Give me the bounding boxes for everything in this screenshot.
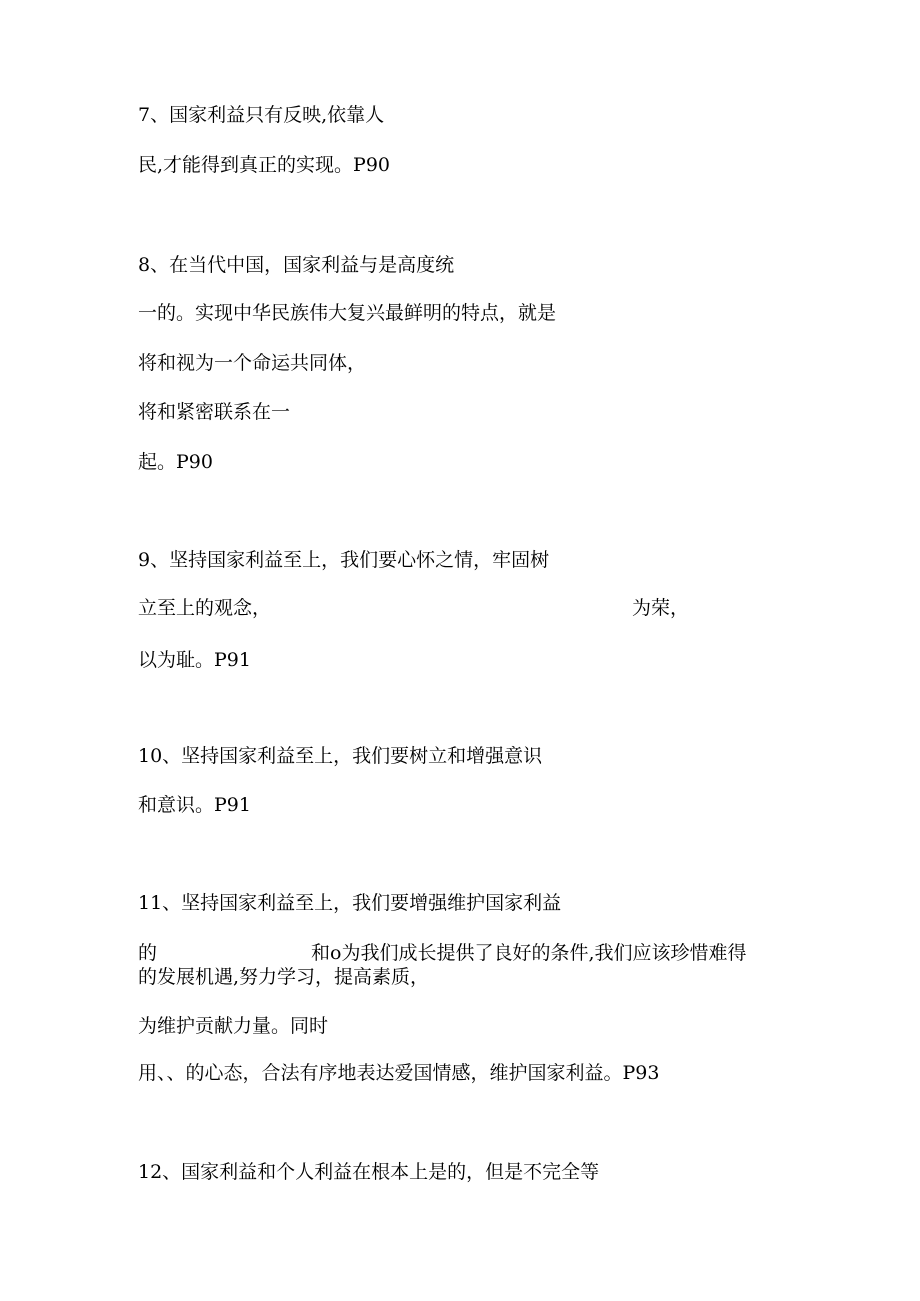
item-7-line-2: 民,才能得到真正的实现。P90	[138, 154, 391, 176]
item-11-line-3: 的发展机遇,努力学习，提高素质，	[138, 966, 430, 988]
item-11-line-4: 为维护贡献力量。同时	[138, 1015, 329, 1037]
item-11-continuation-text: 和o为我们成长提供了良好的条件,我们应该珍惜难得	[311, 942, 747, 964]
item-7-line-1: 7、国家利益只有反映,依靠人	[138, 104, 385, 126]
item-10-line-2: 和意识。P91	[138, 794, 251, 816]
item-11-line-5: 用、、的心态，合法有序地表达爱国情感，维护国家利益。P93	[138, 1062, 660, 1084]
item-11-line-1: 11、坚持国家利益至上，我们要增强维护国家利益	[138, 892, 562, 914]
item-8-line-4: 将和紧密联系在一	[138, 401, 291, 423]
item-8-line-2: 一的。实现中华民族伟大复兴最鲜明的特点，就是	[138, 302, 557, 324]
item-9-line-3: 以为耻。P91	[138, 649, 251, 671]
item-9-line-2: 立至上的观念，	[138, 597, 272, 619]
item-8-line-5: 起。P90	[138, 451, 213, 473]
item-11-line-2: 的	[138, 942, 158, 964]
item-10-line-1: 10、坚持国家利益至上，我们要树立和增强意识	[138, 745, 543, 767]
item-12-line-1: 12、国家利益和个人利益在根本上是的，但是不完全等	[138, 1161, 600, 1183]
item-9-trailing-text: 为荣，	[632, 597, 690, 619]
item-8-line-1: 8、在当代中国，国家利益与是高度统	[138, 254, 455, 276]
item-9-line-1: 9、坚持国家利益至上，我们要心怀之情，牢固树	[138, 549, 550, 571]
item-8-line-3: 将和视为一个命运共同体，	[138, 352, 367, 374]
